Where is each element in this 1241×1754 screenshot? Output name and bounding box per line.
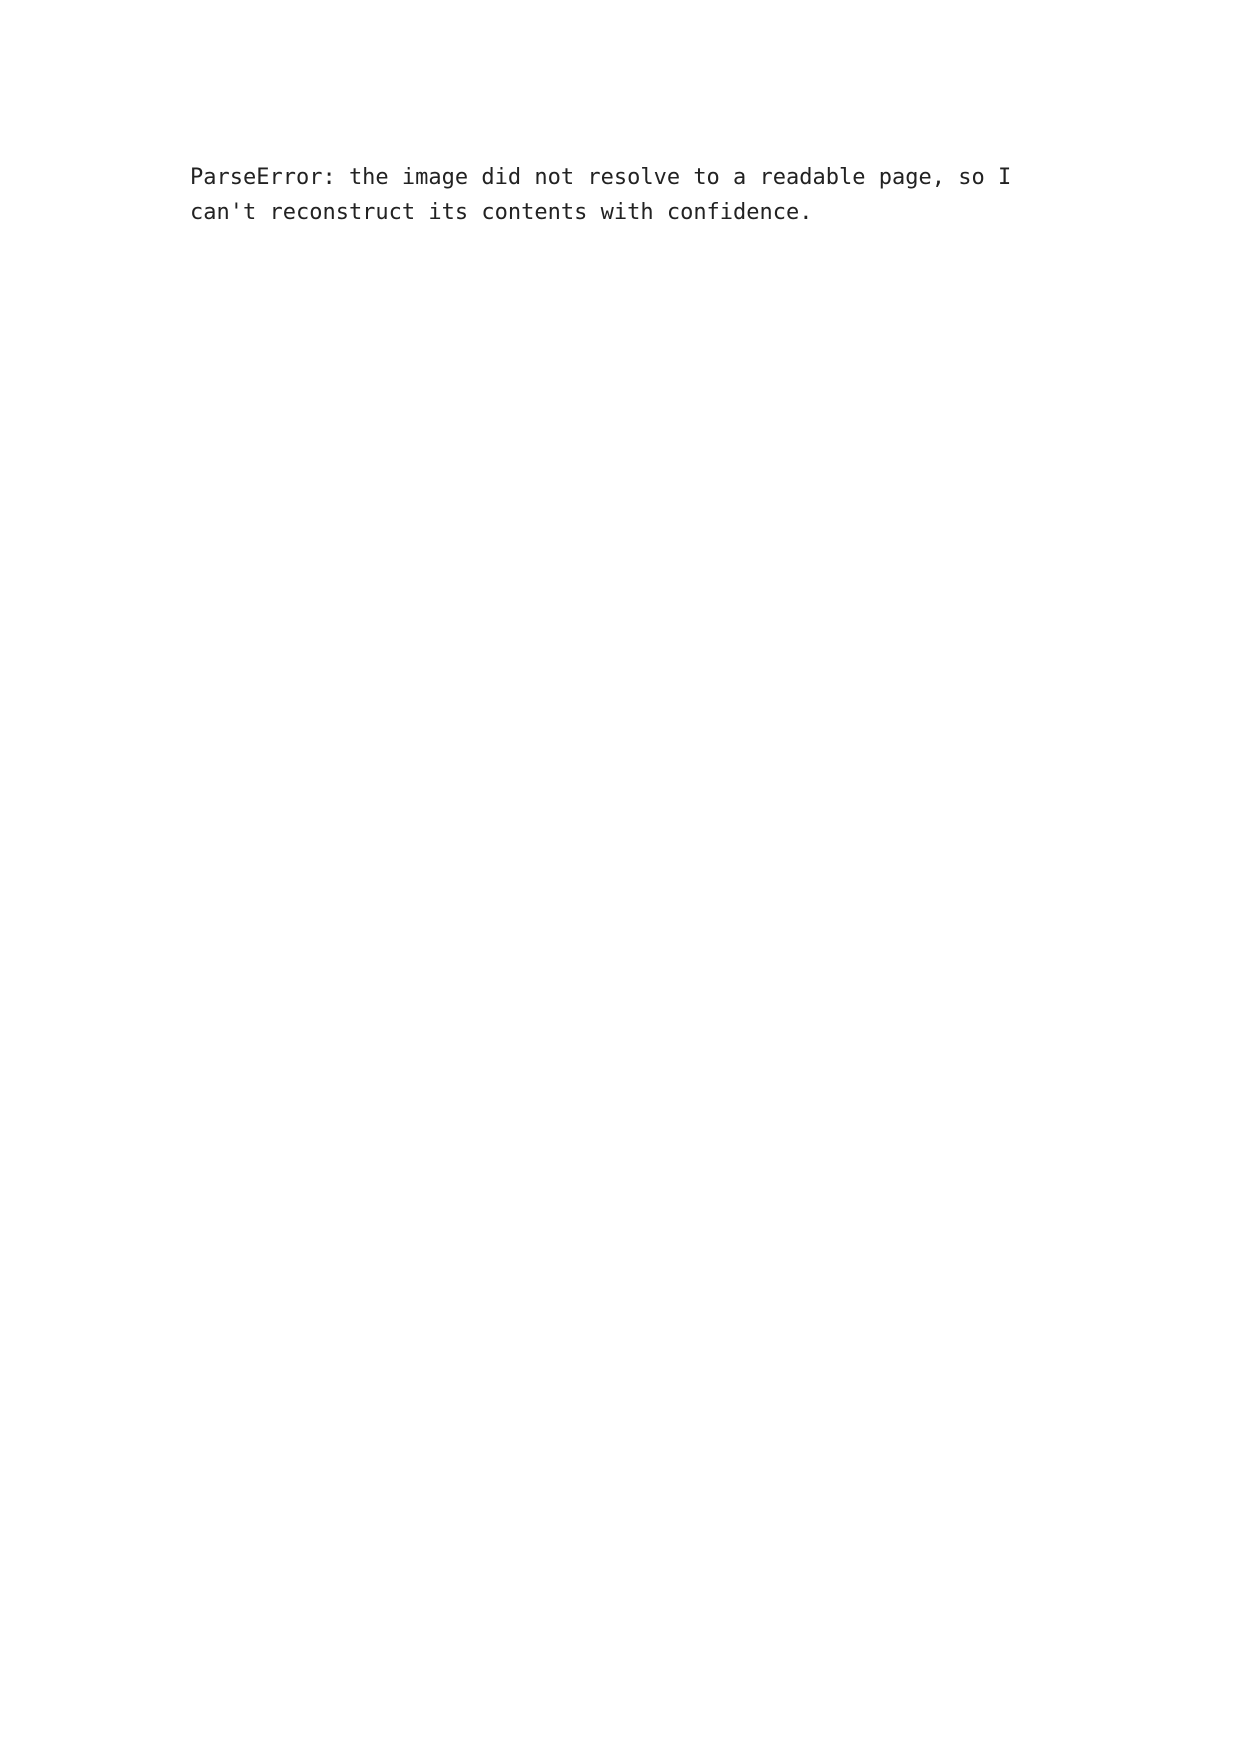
status-message: ParseError: the image did not resolve to a readable page, so I can't reconstruct its contents with confidence. — [190, 165, 1012, 226]
